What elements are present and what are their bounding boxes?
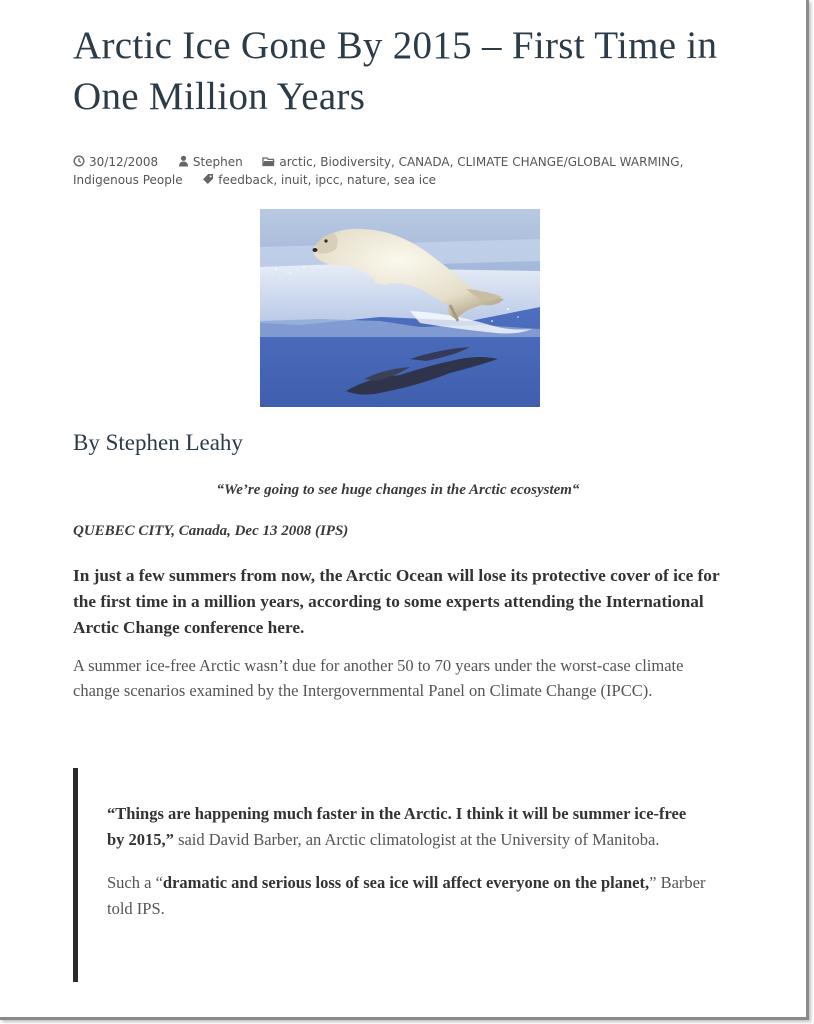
quote-start-2: Such a “	[107, 873, 163, 892]
lead-paragraph: In just a few summers from now, the Arctic Ocean will lose its protective cover of ice for the first time in a million years, according to some experts attending the International Arctic Change conference here.	[73, 566, 720, 637]
post-date-text[interactable]: 30/12/2008	[89, 155, 159, 169]
blockquote-paragraph-1	[107, 801, 707, 853]
post-categories-text[interactable]: arctic, Biodiversity, CANADA, CLIMATE CHANGE/GLOBAL WARMING, Indigenous People	[73, 155, 684, 187]
tag-icon	[202, 173, 214, 185]
quote-bold-1: “Things are happening much faster in the Arctic. I think it will be summer ice-free by 2015,”	[107, 804, 687, 849]
blockquote-body	[107, 801, 707, 922]
post-date[interactable]	[73, 155, 162, 169]
article-title[interactable]: Arctic Ice Gone By 2015 – First Time in One Million Years	[73, 24, 718, 118]
post-tags	[202, 173, 436, 187]
pull-quote: “We’re going to see huge changes in the Arctic ecosystem“	[216, 482, 580, 498]
post-author[interactable]	[178, 155, 247, 169]
clock-icon	[73, 155, 85, 167]
entry-meta	[73, 153, 723, 189]
polar-bear-image	[260, 209, 540, 407]
quote-rest-1: said David Barber, an Arctic climatologist at the University of Manitoba.	[173, 830, 660, 849]
blockquote-paragraph-2	[107, 870, 707, 922]
quote-rest-2: ” Barber told IPS.	[107, 873, 706, 918]
user-icon	[178, 155, 189, 167]
dateline: QUEBEC CITY, Canada, Dec 13 2008 (IPS)	[73, 523, 349, 539]
article	[73, 20, 723, 703]
body-paragraph: A summer ice-free Arctic wasn’t due for another 50 to 70 years under the worst-case climate change scenarios examined by the Intergovernmental Panel on Climate Change (IPCC).	[73, 656, 684, 700]
post-tags-text[interactable]: feedback, inuit, ipcc, nature, sea ice	[218, 173, 437, 187]
blockquote	[73, 768, 718, 982]
byline: By Stephen Leahy	[73, 430, 243, 455]
quote-bold-2: dramatic and serious loss of sea ice will affect everyone on the planet,	[162, 873, 650, 892]
folder-icon	[262, 156, 275, 167]
post-author-text[interactable]: Stephen	[192, 155, 243, 169]
